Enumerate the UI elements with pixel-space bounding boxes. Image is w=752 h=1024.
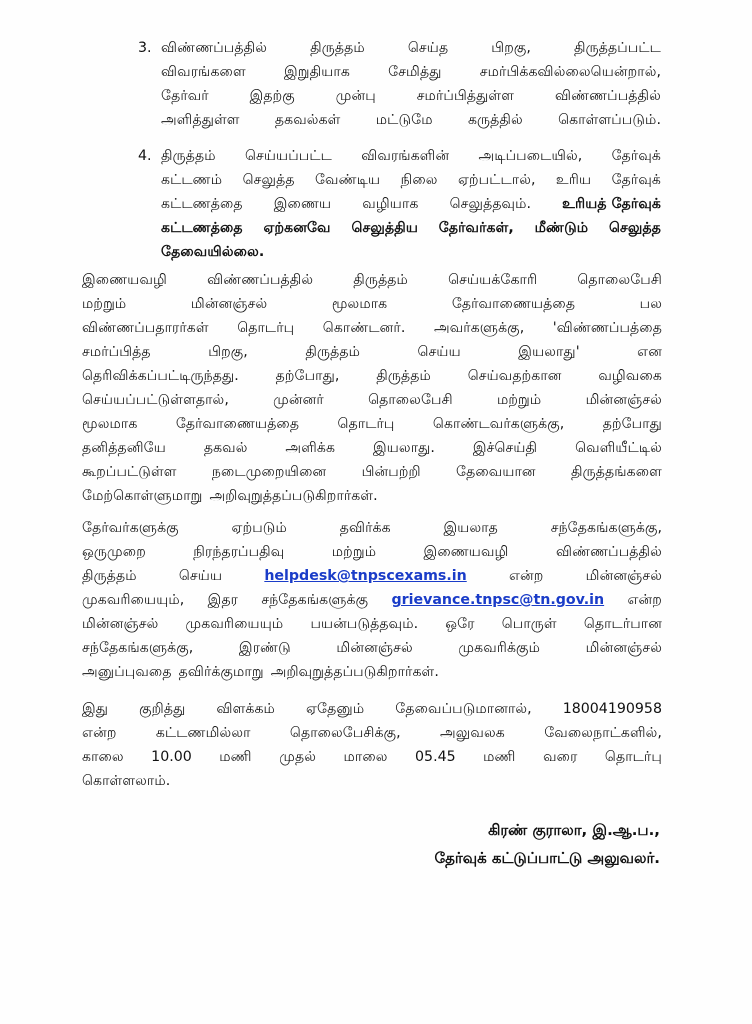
word: செலுத்தவும். bbox=[449, 196, 532, 212]
word: வேலைநாட்களில், bbox=[544, 725, 662, 741]
word: நடைமுறையினை bbox=[211, 464, 327, 480]
word: மின்னஞ்சல் bbox=[336, 640, 413, 656]
word: நிரந்தரப்பதிவு bbox=[193, 544, 285, 560]
word: செய்வதற்கான bbox=[467, 368, 562, 384]
word: பின்பற்றி bbox=[361, 464, 421, 480]
item-4-number: 4. bbox=[138, 148, 152, 164]
word: அனுப்புவதை bbox=[82, 664, 172, 680]
text-line bbox=[82, 316, 662, 340]
text-line bbox=[82, 564, 662, 588]
word: விளக்கம் bbox=[216, 701, 275, 717]
word: செய்யப்பட்டுள்ளதால், bbox=[82, 392, 229, 408]
word: தேர்வர்கள், bbox=[438, 220, 514, 236]
text-line bbox=[161, 108, 661, 132]
word: மற்றும் bbox=[331, 544, 377, 560]
text-line bbox=[82, 612, 662, 636]
word: முன்னர் bbox=[273, 392, 324, 408]
item-3-text bbox=[161, 36, 661, 132]
word: கட்டணம் bbox=[161, 172, 223, 188]
text-line bbox=[161, 144, 661, 168]
word: விண்ணப்பதாரர்கள் bbox=[82, 320, 209, 336]
word: பிறகு, bbox=[491, 40, 531, 56]
text-line bbox=[82, 460, 662, 484]
word: அளித்துள்ள bbox=[161, 112, 240, 128]
text-line bbox=[82, 292, 662, 316]
text-line bbox=[161, 192, 661, 216]
text-line bbox=[82, 340, 662, 364]
word: கருத்தில் bbox=[467, 112, 523, 128]
word: பல bbox=[639, 296, 662, 312]
word: மாலை bbox=[343, 749, 388, 765]
text-line bbox=[82, 388, 662, 412]
item-4-text bbox=[161, 144, 661, 264]
word: முகவரியையும், bbox=[82, 592, 185, 608]
word: சந்தேகங்களுக்கு, bbox=[550, 520, 662, 536]
text-line bbox=[82, 721, 662, 745]
word: விவரங்களின் bbox=[361, 148, 450, 164]
text-line bbox=[82, 660, 662, 684]
text-line bbox=[161, 36, 661, 60]
word: திருத்தங்களை bbox=[571, 464, 662, 480]
word: தேவையில்லை. bbox=[161, 244, 265, 260]
word: மணி bbox=[219, 749, 252, 765]
word: அறிவுறுத்தப்படுகிறார்கள். bbox=[270, 664, 439, 680]
word: என்ற bbox=[627, 592, 662, 608]
word: காலை bbox=[82, 749, 124, 765]
word: தேர்வுக் bbox=[611, 172, 661, 188]
word: செய்யப்பட்ட bbox=[244, 148, 332, 164]
word: செலுத்திய bbox=[351, 220, 418, 236]
word: இணைய bbox=[273, 196, 332, 212]
word: மின்னஞ்சல் bbox=[190, 296, 268, 312]
word: விண்ணப்பத்தில் bbox=[207, 272, 314, 288]
signature-name: கிரண் குராலா, இ.ஆ.ப., bbox=[488, 821, 660, 839]
word: கட்டணத்தை bbox=[161, 196, 243, 212]
text-line bbox=[161, 240, 661, 264]
word: திருத்தம் bbox=[82, 568, 137, 584]
word: செய்ய bbox=[178, 568, 223, 584]
word: தொடர்பான bbox=[583, 616, 662, 632]
word: மூலமாக bbox=[82, 416, 138, 432]
signature-designation: தேர்வுக் கட்டுப்பாட்டு அலுவலர். bbox=[434, 849, 660, 867]
word: மீண்டும் bbox=[534, 220, 589, 236]
text-line bbox=[82, 516, 662, 540]
word: 18004190958 bbox=[562, 701, 662, 717]
word: தெரிவிக்கப்பட்டிருந்தது. bbox=[82, 368, 239, 384]
word: இறுதியாக bbox=[283, 64, 350, 80]
word: வேண்டிய bbox=[314, 172, 381, 188]
word: மின்னஞ்சல் bbox=[585, 640, 662, 656]
word: இயலாது' bbox=[518, 344, 580, 360]
word: இதர bbox=[207, 592, 239, 608]
text-line bbox=[82, 540, 662, 564]
text-line bbox=[82, 745, 662, 769]
word: மட்டுமே bbox=[375, 112, 433, 128]
word: மேற்கொள்ளுமாறு bbox=[82, 488, 203, 504]
word: என்ற bbox=[508, 568, 544, 584]
word: சேமித்து bbox=[388, 64, 442, 80]
word: முகவரிக்கும் bbox=[458, 640, 540, 656]
word: அடிப்படையில், bbox=[478, 148, 583, 164]
word: 05.45 bbox=[415, 749, 456, 765]
word: திருத்தம் bbox=[376, 368, 431, 384]
word: திருத்தம் bbox=[310, 40, 365, 56]
word: வெளியீட்டில் bbox=[575, 440, 662, 456]
word: முதல் bbox=[279, 749, 317, 765]
word: மின்னஞ்சல் bbox=[585, 568, 662, 584]
word: இயலாது. bbox=[372, 440, 435, 456]
word: விண்ணப்பத்தில் bbox=[554, 88, 661, 104]
word: செய்யக்கோரி bbox=[448, 272, 538, 288]
word: கொண்டவர்களுக்கு, bbox=[432, 416, 565, 432]
word: கொள்ளப்படும். bbox=[558, 112, 661, 128]
text-line bbox=[82, 697, 662, 721]
word: இரண்டு bbox=[238, 640, 291, 656]
word: வழியாக bbox=[362, 196, 419, 212]
word: மின்னஞ்சல் bbox=[82, 616, 159, 632]
word: தேர்வாணையத்தை bbox=[175, 416, 300, 432]
word: சந்தேகங்களுக்கு, bbox=[82, 640, 194, 656]
text-line bbox=[82, 636, 662, 660]
word: மின்னஞ்சல் bbox=[585, 392, 662, 408]
text-line bbox=[161, 60, 661, 84]
word: சமர்ப்பித்த bbox=[82, 344, 151, 360]
word: கொள்ளலாம். bbox=[82, 773, 171, 789]
text-line bbox=[82, 769, 662, 793]
word: ஏற்பட்டால், bbox=[457, 172, 536, 188]
word: தொலைபேசிக்கு, bbox=[289, 725, 401, 741]
word: இணையவழி bbox=[82, 272, 167, 288]
word: கட்டணமில்லா bbox=[155, 725, 251, 741]
text-line bbox=[82, 364, 662, 388]
word: 10.00 bbox=[151, 749, 192, 765]
word: சமர்பிக்கவில்லையென்றால், bbox=[479, 64, 661, 80]
word: தொடர்பு bbox=[604, 749, 662, 765]
word: 'விண்ணப்பத்தை bbox=[552, 320, 662, 336]
word: பொருள் bbox=[501, 616, 557, 632]
word: நிலை bbox=[400, 172, 438, 188]
word: ஏற்படும் bbox=[231, 520, 287, 536]
word: செலுத்த bbox=[242, 172, 295, 188]
grievance-email-link[interactable]: grievance.tnpsc@tn.gov.in bbox=[391, 592, 605, 608]
word: ஒரே bbox=[445, 616, 475, 632]
word: அளிக்க bbox=[285, 440, 336, 456]
word: தேர்வுக் bbox=[611, 148, 661, 164]
text-line bbox=[161, 168, 661, 192]
word: திருத்தம் bbox=[305, 344, 361, 360]
text-line bbox=[161, 216, 661, 240]
word: திருத்தம் bbox=[161, 148, 216, 164]
word: மற்றும் bbox=[82, 296, 127, 312]
paragraph-correction-info bbox=[82, 268, 662, 508]
word: பிறகு, bbox=[208, 344, 248, 360]
word: தொலைபேசி bbox=[368, 392, 453, 408]
text-line bbox=[82, 412, 662, 436]
word: முன்பு bbox=[335, 88, 376, 104]
word: என bbox=[637, 344, 662, 360]
word: இச்செய்தி bbox=[472, 440, 538, 456]
word: உரிய bbox=[555, 172, 592, 188]
word: தொடர்பு bbox=[337, 416, 395, 432]
word: தொடர்பு bbox=[237, 320, 295, 336]
word: இது bbox=[82, 701, 109, 717]
word: மூலமாக bbox=[331, 296, 388, 312]
word: அறிவுறுத்தப்படுகிறார்கள். bbox=[209, 488, 378, 504]
word: தேவையான bbox=[456, 464, 536, 480]
word: வழிவகை bbox=[598, 368, 662, 384]
word: பயன்படுத்தவும். bbox=[310, 616, 419, 632]
word: குறித்து bbox=[139, 701, 186, 717]
word: அலுவலக bbox=[440, 725, 505, 741]
word: திருத்தம் bbox=[353, 272, 408, 288]
word: தனித்தனியே bbox=[82, 440, 166, 456]
paragraph-contact-emails bbox=[82, 516, 662, 684]
word: தற்போது bbox=[602, 416, 662, 432]
word: தேர்வர் bbox=[161, 88, 209, 104]
word: விண்ணப்பத்தில் bbox=[555, 544, 662, 560]
word: தேர்வர்களுக்கு bbox=[82, 520, 179, 536]
helpdesk-email-link[interactable]: helpdesk@tnpscexams.in bbox=[264, 568, 467, 584]
word: திருத்தப்பட்ட bbox=[574, 40, 661, 56]
word: தவிர்க்குமாறு bbox=[178, 664, 264, 680]
word: கொண்டனர். bbox=[322, 320, 406, 336]
text-line bbox=[161, 84, 661, 108]
word: இயலாத bbox=[443, 520, 498, 536]
text-line bbox=[82, 436, 662, 460]
word: என்ற bbox=[82, 725, 117, 741]
word: ஏதேனும் bbox=[306, 701, 365, 717]
word: மணி bbox=[483, 749, 516, 765]
word: சந்தேகங்களுக்கு bbox=[261, 592, 369, 608]
paragraph-helpline bbox=[82, 697, 662, 793]
text-line bbox=[82, 588, 662, 612]
word: தற்போது, bbox=[275, 368, 340, 384]
word: விண்ணப்பத்தில் bbox=[161, 40, 268, 56]
word: முகவரியையும் bbox=[185, 616, 284, 632]
text-line bbox=[82, 484, 662, 508]
word: கட்டணத்தை bbox=[161, 220, 243, 236]
word: ஏற்கனவே bbox=[263, 220, 331, 236]
word: செலுத்த bbox=[609, 220, 661, 236]
word: தேர்வாணையத்தை bbox=[451, 296, 576, 312]
word: இதற்கு bbox=[249, 88, 295, 104]
word: விவரங்களை bbox=[161, 64, 246, 80]
word: இணையவழி bbox=[423, 544, 509, 560]
word: தொலைபேசி bbox=[577, 272, 662, 288]
word: கூறப்பட்டுள்ள bbox=[82, 464, 177, 480]
word: உரியத் தேர்வுக் bbox=[562, 196, 661, 212]
word: செய்த bbox=[407, 40, 449, 56]
word: தகவல்கள் bbox=[274, 112, 341, 128]
word: தேவைப்படுமானால், bbox=[395, 701, 532, 717]
word: செய்ய bbox=[417, 344, 461, 360]
word: அவர்களுக்கு, bbox=[433, 320, 525, 336]
item-3-number: 3. bbox=[138, 40, 152, 56]
word: தவிர்க்க bbox=[339, 520, 391, 536]
word: மற்றும் bbox=[496, 392, 542, 408]
word: தகவல் bbox=[203, 440, 248, 456]
word: ஒருமுறை bbox=[82, 544, 146, 560]
word: வரை bbox=[543, 749, 578, 765]
word: சமர்ப்பித்துள்ள bbox=[416, 88, 515, 104]
text-line bbox=[82, 268, 662, 292]
